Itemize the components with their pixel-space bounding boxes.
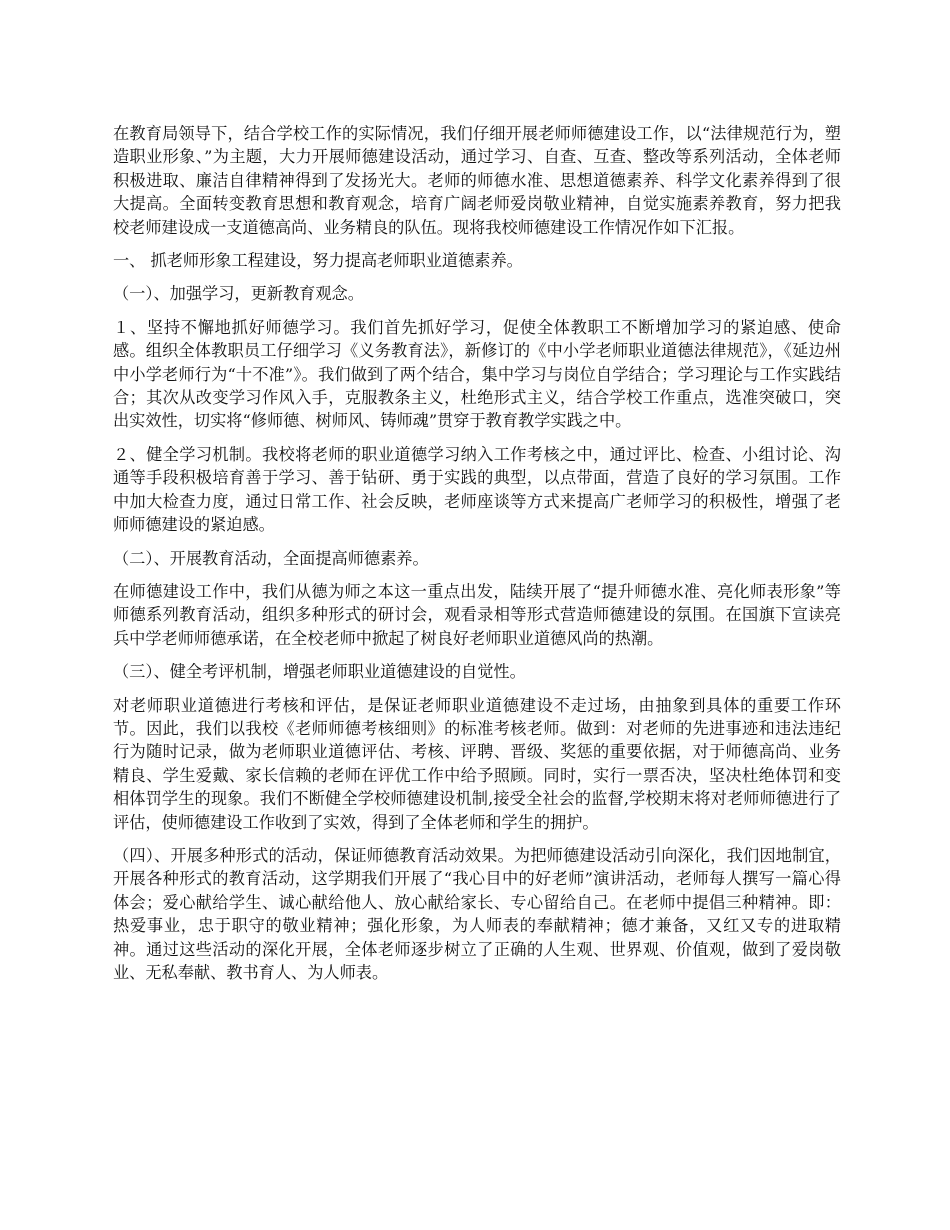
body-paragraph-mechanism: ２、健全学习机制。我校将老师的职业道德学习纳入工作考核之中，通过评比、检查、小组讨论、沟通等手段积极培育善于学习、善于钻研、勇于实践的典型，以点带面，营造了良好的学习氛围。工作中加大检查力度，通过日常工作、社会反映，老师座谈等方式来提高广老师学习的积极性，增强了老师师德建设的紧迫感。 [113, 444, 841, 535]
subsection-heading-2: （二）、开展教育活动，全面提高师德素养。 [113, 548, 429, 568]
subsection-heading-3: （三）、健全考评机制，增强老师职业道德建设的自觉性。 [113, 662, 526, 682]
intro-paragraph: 在教育局领导下，结合学校工作的实际情况，我们仔细开展老师师德建设工作，以“法律规范行为，塑造职业形象、”为主题，大力开展师德建设活动，通过学习、自查、互查、整改等系列活动，全体老师积极进取、廉洁自律精神得到了发扬光大。老师的师德水准、思想道德素养、科学文化素养得到了很大提高。全面转变教育思想和教育观念，培育广阔老师爱岗敬业精神，自觉实施素养教育，努力把我校老师建设成一支道德高尚、业务精良的队伍。现将我校师德建设工作情况作如下汇报。 [113, 124, 841, 237]
body-paragraph-evaluation: 对老师职业道德进行考核和评估，是保证老师职业道德建设不走过场，由抽象到具体的重要工作环节。因此，我们以我校《老师师德考核细则》的标准考核老师。做到：对老师的先进事迹和违法违纪行为随时记录，做为老师职业道德评估、考核、评聘、晋级、奖惩的重要依据，对于师德高尚、业务精良、学生爱戴、家长信赖的老师在评优工作中给予照顾。同时，实行一票否决，坚决杜绝体罚和变相体罚学生的现象。我们不断健全学校师德建设机制,接受全社会的监督,学校期末将对老师师德进行了评估，使师德建设工作收到了实效，得到了全体老师和学生的拥护。 [113, 695, 841, 832]
section-heading-1: 一、 抓老师形象工程建设，努力提高老师职业道德素养。 [113, 251, 523, 271]
body-paragraph-study: １、坚持不懈地抓好师德学习。我们首先抓好学习，促使全体教职工不断增加学习的紧迫感、使命感。组织全体教职员工仔细学习《义务教育法》，新修订的《中小学老师职业道德法律规范》，《延边州中小学老师行为“十不准”》。我们做到了两个结合，集中学习与岗位自学结合；学习理论与工作实践结合；其次从改变学习作风入手，克服教条主义，杜绝形式主义，结合学校工作重点，选准突破口，突出实效性，切实将“修师德、树师风、铸师魂”贯穿于教育教学实践之中。 [113, 317, 841, 431]
document-page [113, 122, 841, 994]
body-paragraph-various-activities: （四）、开展多种形式的活动，保证师德教育活动效果。为把师德建设活动引向深化，我们因地制宜，开展各种形式的教育活动，这学期我们开展了“我心目中的好老师”演讲活动，老师每人撰写一篇心得体会；爱心献给学生、诚心献给他人、放心献给家长、专心留给自己。在老师中提倡三种精神。即：热爱事业，忠于职守的敬业精神；强化形象，为人师表的奉献精神；德才兼备，又红又专的进取精神。通过这些活动的深化开展，全体老师逐步树立了正确的人生观、世界观、价值观，做到了爱岗敬业、无私奉献、教书育人、为人师表。 [113, 845, 841, 982]
subsection-heading-1: （一）、加强学习，更新教育观念。 [113, 284, 364, 304]
body-paragraph-activities: 在师德建设工作中，我们从德为师之本这一重点出发，陆续开展了“提升师德水准、亮化师表形象”等师德系列教育活动，组织多种形式的研讨会，观看录相等形式营造师德建设的氛围。在国旗下宣读亮兵中学老师师德承诺，在全校老师中掀起了树良好老师职业道德风尚的热潮。 [113, 581, 841, 648]
